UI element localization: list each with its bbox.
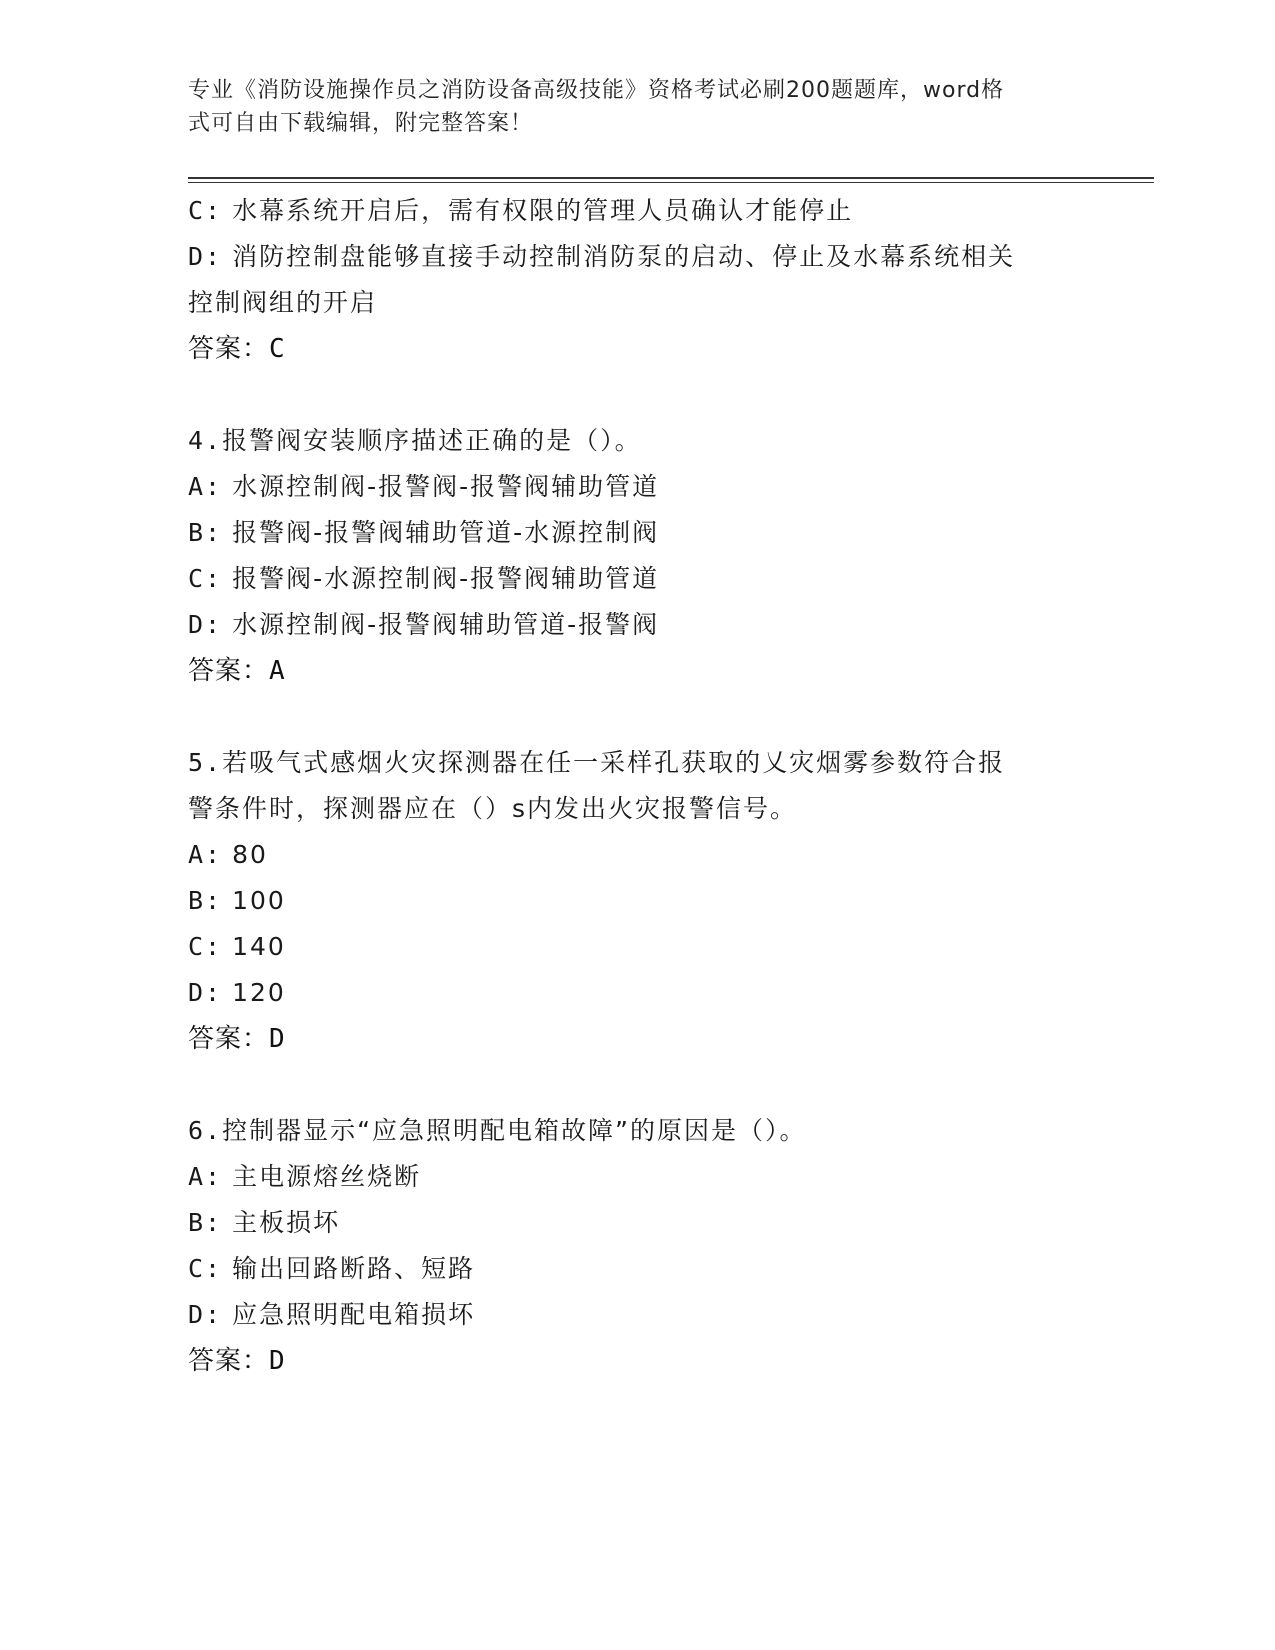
question-block [188,1108,1088,1384]
option-key: D: [188,978,223,1007]
option-key: B: [188,518,223,547]
answer-label: 答案： [188,334,270,364]
option-text: 水源控制阀-报警阀辅助管道-报警阀 [232,610,660,639]
option-key: A: [188,840,223,869]
header-rule-thin [188,182,1154,183]
option-text: 100 [232,886,286,915]
question-number: 4. [188,426,223,455]
option-d [188,234,1088,280]
option-b [188,1200,1088,1246]
answer-value: C [269,334,286,364]
spacer [188,372,1088,418]
option-text: 主板损坏 [232,1208,341,1237]
option-text: 报警阀-水源控制阀-报警阀辅助管道 [232,564,660,593]
question-stem [188,1108,1088,1154]
option-a [188,1154,1088,1200]
header-line-2: 式可自由下载编辑，附完整答案！ [188,111,534,136]
spacer [188,1062,1088,1108]
answer-label: 答案： [188,656,270,686]
option-key: C: [188,1254,223,1283]
option-key: D: [188,610,223,639]
answer-line [188,326,1088,372]
question-content [188,188,1088,1384]
answer-line [188,1016,1088,1062]
answer-value: A [269,656,286,686]
question-stem [188,740,1088,786]
answer-line [188,648,1088,694]
option-key: B: [188,886,223,915]
option-c [188,1246,1088,1292]
option-b [188,878,1088,924]
answer-label: 答案： [188,1346,270,1376]
question-block [188,418,1088,694]
option-text: 120 [232,978,286,1007]
spacer [188,694,1088,740]
question-stem-text: 报警阀安装顺序描述正确的是（）。 [222,426,642,455]
option-text: 水源控制阀-报警阀-报警阀辅助管道 [232,472,660,501]
question-stem-continuation: 警条件时，探测器应在（）s内发出火灾报警信号。 [188,794,798,823]
answer-line [188,1338,1088,1384]
option-text: 应急照明配电箱损坏 [232,1300,476,1329]
option-a [188,832,1088,878]
question-block [188,740,1088,1062]
option-d [188,602,1088,648]
answer-value: D [269,1346,286,1376]
option-text: 输出回路断路、短路 [232,1254,476,1283]
option-text: 水幕系统开启后，需有权限的管理人员确认才能停止 [232,196,854,225]
option-key: A: [188,472,223,501]
option-text: 140 [232,932,286,961]
option-d [188,970,1088,1016]
question-number: 6. [188,1116,223,1145]
option-key: C: [188,564,223,593]
option-text: 报警阀-报警阀辅助管道-水源控制阀 [232,518,660,547]
option-b [188,510,1088,556]
option-key: A: [188,1162,223,1191]
option-c [188,556,1088,602]
answer-value: D [269,1024,286,1054]
option-key: D: [188,1300,223,1329]
question-number: 5. [188,748,223,777]
option-text: 80 [232,840,268,869]
option-text: 消防控制盘能够直接手动控制消防泵的启动、停止及水幕系统相关 [232,242,1016,271]
option-d-continuation: 控制阀组的开启 [188,288,378,317]
question-stem [188,418,1088,464]
option-key: B: [188,1208,223,1237]
option-c [188,188,1088,234]
option-c [188,924,1088,970]
option-key: C: [188,932,223,961]
option-text: 主电源熔丝烧断 [232,1162,422,1191]
option-key: C: [188,196,223,225]
option-key: D: [188,242,223,271]
header-rule-thick [188,177,1154,179]
option-d [188,1292,1088,1338]
header-line-1: 专业《消防设施操作员之消防设备高级技能》资格考试必刷200题题库，word格 [188,78,1005,103]
answer-label: 答案： [188,1024,270,1054]
document-header [188,74,1068,140]
question-stem-text: 若吸气式感烟火灾探测器在任一采样孔获取的乂灾烟雾参数符合报 [222,748,1006,777]
question-stem-text: 控制器显示“应急照明配电箱故障”的原因是（）。 [222,1116,807,1145]
option-a [188,464,1088,510]
